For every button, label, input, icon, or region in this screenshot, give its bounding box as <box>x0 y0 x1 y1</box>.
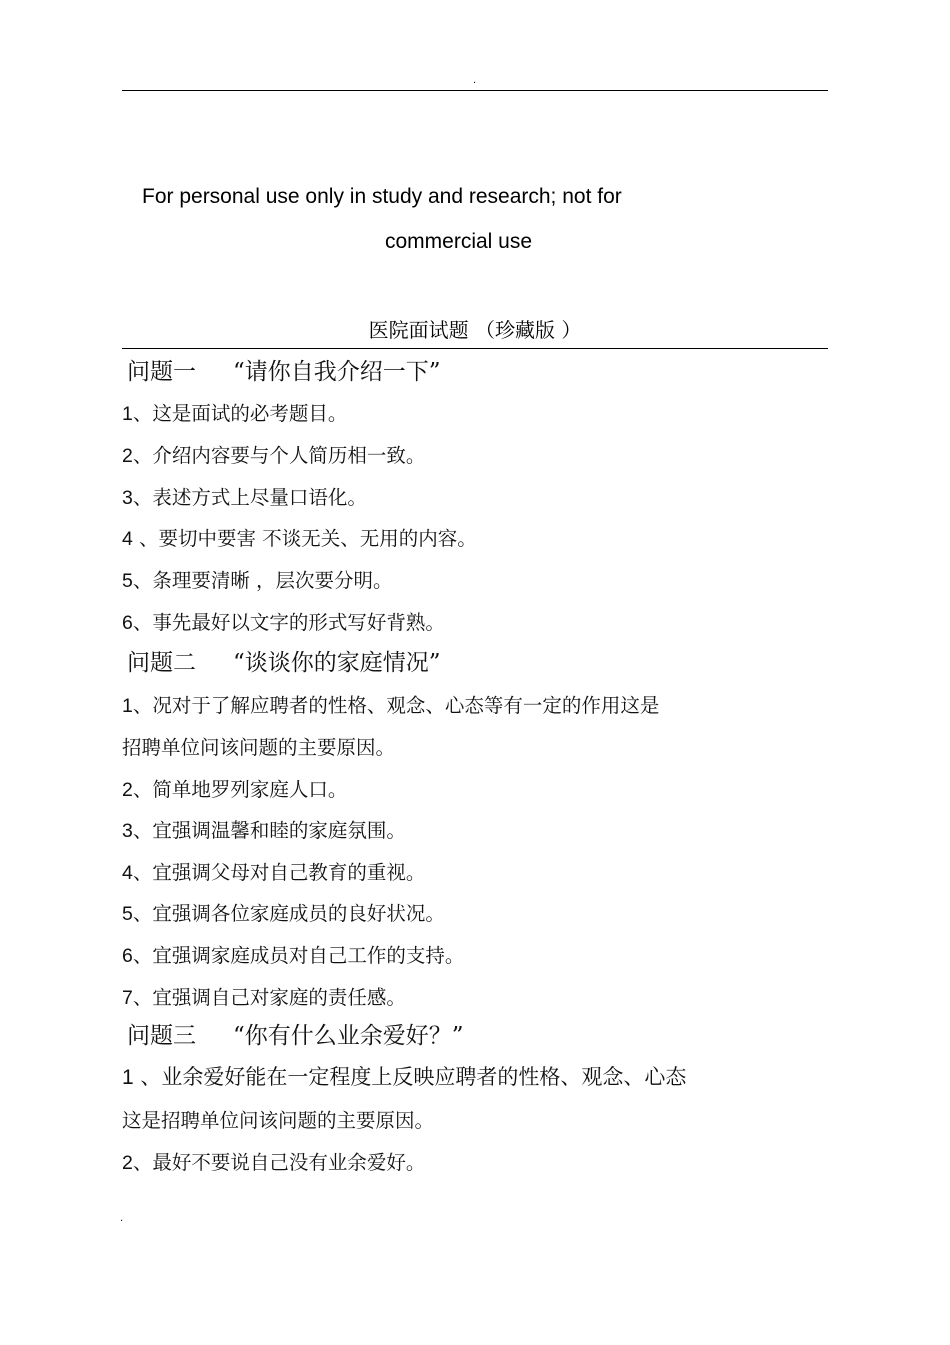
question-3-text: “你有什么业余爱好？” <box>233 1023 464 1049</box>
q2-item: 5、宜强调各位家庭成员的良好状况。 <box>122 902 445 925</box>
q3-item-continuation: 这是招聘单位问该问题的主要原因。 <box>122 1109 435 1132</box>
q1-item: 3、表述方式上尽量口语化。 <box>122 486 367 509</box>
q1-item: 6、事先最好以文字的形式写好背熟。 <box>122 611 445 634</box>
q1-item: 1、这是面试的必考题目。 <box>122 402 348 425</box>
title-rule <box>122 348 828 349</box>
q2-item: 1、况对于了解应聘者的性格、观念、心态等有一定的作用这是 <box>122 694 660 717</box>
q2-item: 3、宜强调温馨和睦的家庭氛围。 <box>122 819 406 842</box>
question-2-heading <box>127 648 441 678</box>
header-mark: . <box>473 75 477 86</box>
q2-item: 2、简单地罗列家庭人口。 <box>122 778 348 801</box>
question-1-label: 问题一 <box>127 359 196 385</box>
q2-item-continuation: 招聘单位问该问题的主要原因。 <box>122 736 396 759</box>
footer-mark: . <box>120 1213 124 1224</box>
q3-item: 2、最好不要说自己没有业余爱好。 <box>122 1151 426 1174</box>
q2-item: 6、宜强调家庭成员对自己工作的支持。 <box>122 944 465 967</box>
header-rule <box>122 90 828 91</box>
q1-item: 2、介绍内容要与个人简历相一致。 <box>122 444 426 467</box>
q2-item: 4、宜强调父母对自己教育的重视。 <box>122 861 426 884</box>
usage-notice-line-2: commercial use <box>385 230 533 253</box>
usage-notice-line-1: For personal use only in study and research; not for <box>142 185 622 208</box>
q3-item: 1 、业余爱好能在一定程度上反映应聘者的性格、观念、心态 <box>122 1065 687 1089</box>
question-1-text: “请你自我介绍一下” <box>233 359 441 385</box>
q1-item: 5、条理要清晰 ，层次要分明。 <box>122 569 393 592</box>
question-3-heading <box>127 1021 464 1051</box>
question-1-heading <box>127 357 441 387</box>
q2-item: 7、宜强调自己对家庭的责任感。 <box>122 986 406 1009</box>
document-title: 医院面试题 （珍藏版 ） <box>368 318 582 342</box>
question-3-label: 问题三 <box>127 1023 196 1049</box>
q1-item: 4 、要切中要害 不谈无关、无用的内容。 <box>122 527 477 550</box>
question-2-label: 问题二 <box>127 650 196 676</box>
question-2-text: “谈谈你的家庭情况” <box>233 650 441 676</box>
